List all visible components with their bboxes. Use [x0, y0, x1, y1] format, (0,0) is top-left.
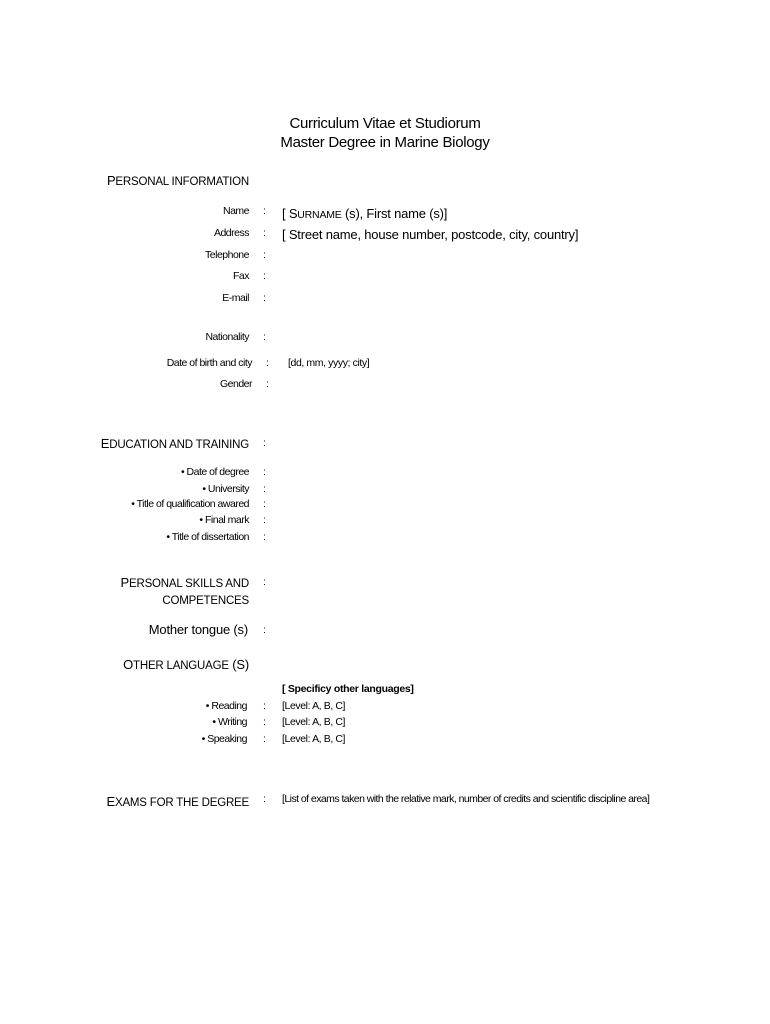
colon: :: [263, 331, 266, 343]
nationality-label: Nationality: [205, 331, 249, 343]
telephone-label: Telephone: [205, 249, 249, 261]
colon: :: [263, 514, 266, 526]
colon: :: [263, 483, 266, 495]
final-mark-label: • Final mark: [199, 514, 249, 526]
colon: :: [263, 576, 266, 588]
section-personal-information: PERSONAL INFORMATION: [106, 173, 249, 188]
colon: :: [263, 716, 266, 728]
university-label: • University: [202, 483, 249, 495]
colon: :: [266, 378, 269, 390]
section-personal-skills: PERSONAL SKILLS AND COMPETENCES: [120, 575, 249, 607]
speaking-level: [Level: A, B, C]: [282, 733, 346, 745]
dob-label: Date of birth and city: [166, 357, 252, 369]
section-exams-for-degree: EXAMS FOR THE DEGREE: [106, 794, 249, 809]
dissertation-title-label: • Title of dissertation: [166, 531, 249, 543]
mother-tongue-label: Mother tongue (s): [148, 622, 248, 637]
colon: :: [263, 624, 266, 636]
colon: :: [263, 227, 266, 239]
colon: :: [263, 793, 266, 805]
address-value: [ Street name, house number, postcode, city, country]: [282, 227, 579, 242]
gender-label: Gender: [219, 378, 252, 390]
name-value: [ SURNAME (s), First name (s)]: [282, 206, 448, 221]
dob-value: [dd, mm, yyyy; city]: [288, 357, 370, 369]
exams-value: [List of exams taken with the relative mark, number of credits and scientific discipline area]: [282, 793, 650, 805]
colon: :: [263, 531, 266, 543]
writing-level: [Level: A, B, C]: [282, 716, 346, 728]
colon: :: [263, 733, 266, 745]
writing-label: • Writing: [212, 716, 247, 728]
fax-label: Fax: [232, 270, 249, 282]
reading-level: [Level: A, B, C]: [282, 700, 346, 712]
colon: :: [263, 437, 266, 449]
date-of-degree-label: • Date of degree: [180, 466, 249, 478]
colon: :: [263, 700, 266, 712]
colon: :: [263, 205, 266, 217]
specify-languages: [ Specificy other languages]: [282, 683, 414, 695]
name-label: Name: [222, 205, 249, 217]
qualification-title-label: • Title of qualification awared: [131, 498, 249, 510]
email-label: E-mail: [222, 292, 249, 304]
document-subtitle: Master Degree in Marine Biology: [280, 134, 490, 151]
speaking-label: • Speaking: [201, 733, 247, 745]
colon: :: [263, 249, 266, 261]
document-title: Curriculum Vitae et Studiorum: [289, 115, 481, 132]
colon: :: [266, 357, 269, 369]
section-education-and-training: EDUCATION AND TRAINING: [100, 436, 249, 451]
other-language-heading: OTHER LANGUAGE (S): [123, 657, 249, 672]
reading-label: • Reading: [205, 700, 247, 712]
colon: :: [263, 292, 266, 304]
colon: :: [263, 498, 266, 510]
address-label: Address: [213, 227, 249, 239]
colon: :: [263, 466, 266, 478]
colon: :: [263, 270, 266, 282]
